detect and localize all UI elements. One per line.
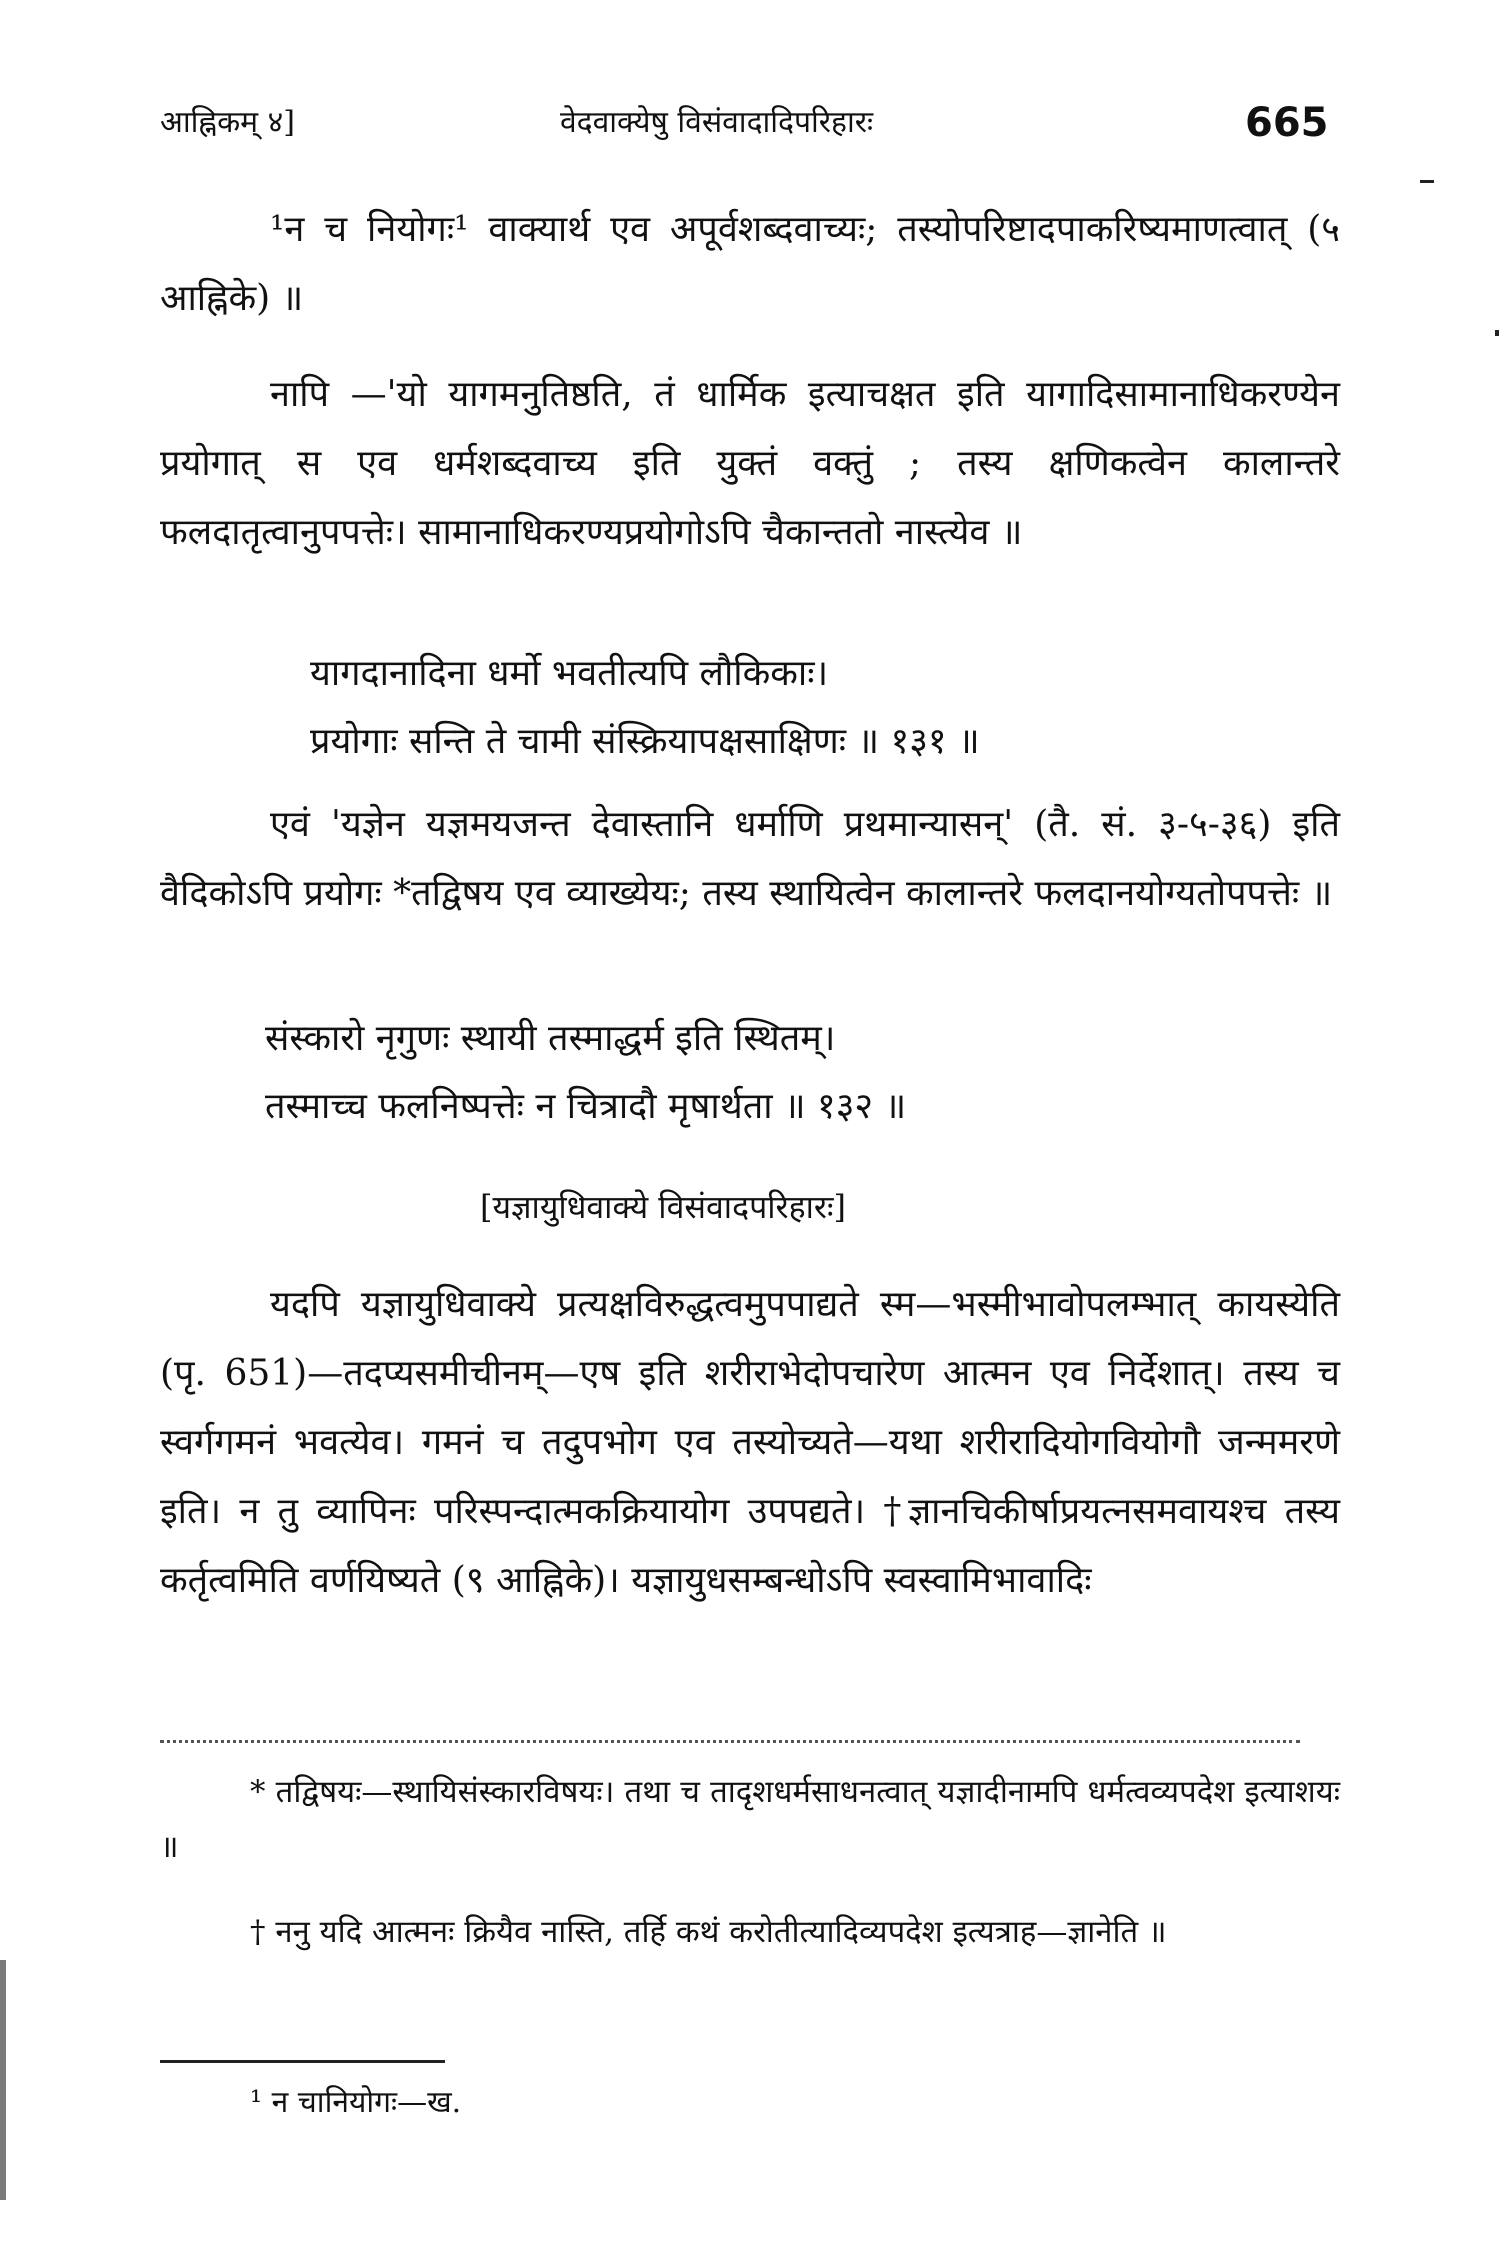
section-title: [यज्ञायुधिवाक्ये विसंवादपरिहारः]	[480, 1188, 846, 1226]
running-header-section: आह्निकम् ४]	[160, 105, 295, 140]
footnote-dagger: † ननु यदि आत्मनः क्रियैव नास्ति, तर्हि कथं करोतीत्यादिव्यपदेश इत्यत्राह—ज्ञानेति ॥	[250, 1914, 1167, 1950]
verse-131-line-2: प्रयोगाः सन्ति ते चामी संस्क्रियापक्षसाक्षिणः ॥ १३१ ॥	[310, 721, 980, 762]
paragraph-2: नापि —'यो यागमनुतिष्ठति, तं धार्मिक इत्याचक्षत इति यागादिसामानाधिकरण्येन प्रयोगात् स एव धर्मशब्दवाच्य इति युक्तं वक्तुं ; तस्य क्षणिकत्वेन कालान्तरे फलदातृत्वानुपपत्तेः। सामानाधिकरण्यप्रयोगोऽपि चैकान्ततो नास्त्येव ॥	[160, 374, 1340, 553]
paragraph-3: एवं 'यज्ञेन यज्ञमयजन्त देवास्तानि धर्माणि प्रथमान्यासन्' (तै. सं. ३-५-३६) इति वैदिकोऽपि प्रयोगः *तद्विषय एव व्याख्येयः; तस्य स्थायित्वेन कालान्तरे फलदानयोग्यतोपपत्तेः ॥	[160, 804, 1340, 914]
running-header-title: वेदवाक्येषु विसंवादादिपरिहारः	[560, 105, 874, 140]
footnote-separator-solid	[160, 2060, 445, 2063]
paragraph-4: यदपि यज्ञायुधिवाक्ये प्रत्यक्षविरुद्धत्वमुपपाद्यते स्म—भस्मीभावोपलम्भात् कायस्येति (पृ. 651)—तदप्यसमीचीनम्—एष इति शरीराभेदोपचारेण आत्मन एव निर्देशात्। तस्य च स्वर्गगमनं भवत्येव। गमनं च तदुपभोग एव तस्योच्यते—यथा शरीरादियोगवियोगौ जन्ममरणे इति। न तु व्यापिनः परिस्पन्दात्मकक्रियायोग उपपद्यते। †ज्ञानचिकीर्षाप्रयत्नसमवायश्च तस्य कर्तृत्वमिति वर्णयिष्यते (९ आह्निके)। यज्ञायुधसम्बन्धोऽपि स्वस्वामिभावादिः	[160, 1284, 1340, 1601]
footnote-numbered: ¹ न चानियोगः—ख.	[250, 2085, 462, 2120]
footnote-star: * तद्विषयः—स्थायिसंस्कारविषयः। तथा च तादृशधर्मसाधनत्वात् यज्ञादीनामपि धर्मत्वव्यपदेश इत्याशयः ॥	[160, 1774, 1340, 1865]
page-number: 665	[1245, 100, 1329, 146]
verse-132-line-2: तस्माच्च फलनिष्पत्तेः न चित्रादौ मृषार्थता ॥ १३२ ॥	[265, 1086, 907, 1127]
scan-speck	[1495, 330, 1499, 336]
scan-speck-2	[1420, 180, 1434, 183]
paragraph-1: ¹न च नियोगः¹ वाक्यार्थ एव अपूर्वशब्दवाच्यः; तस्योपरिष्टादपाकरिष्यमाणत्वात् (५ आह्निके) ॥	[160, 209, 1340, 319]
footnote-separator-dotted	[160, 1740, 1300, 1743]
verse-131-line-1: यागदानादिना धर्मो भवतीत्यपि लौकिकाः।	[310, 653, 829, 694]
verse-132-line-1: संस्कारो नृगुणः स्थायी तस्माद्धर्म इति स्थितम्।	[265, 1018, 836, 1059]
scan-edge-mark	[0, 1960, 6, 2200]
